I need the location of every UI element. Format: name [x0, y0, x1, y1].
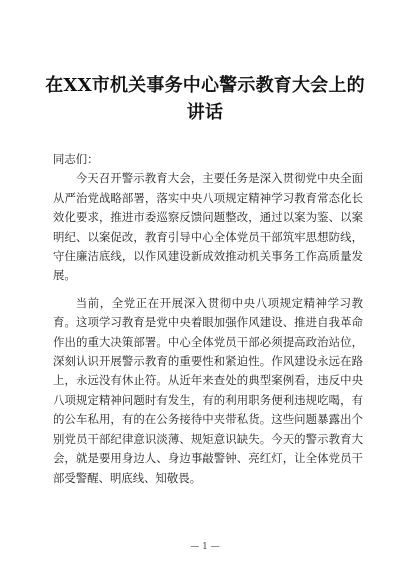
document-title: 在XX市机关事务中心警示教育大会上的讲话 — [45, 75, 365, 123]
paragraph-2: 当前，全党正在开展深入贯彻中央八项规定精神学习教育。这项学习教育是党中央着眼加强作风建设、推进自我革命作出的重大决策部署。中心全体党员干部必须提高政治站位，深刻认识开展警示教育的重要性和紧迫性。作风建设永远在路上，永远没有休止符。从近年来查处的典型案例看，违反中央八项规定精神问题时有发生，有的利用职务便利违规吃喝，有的公车私用，有的在公务接待中夹带私货。这些问题暴露出个别党员干部纪律意识淡薄、规矩意识缺失。今天的警示教育大会，就是要用身边人、身边事敲警钟、亮红灯，让全体党员干部受警醒、明底线、知敬畏。 — [53, 295, 363, 485]
paragraph-1: 今天召开警示教育大会，主要任务是深入贯彻党中央全面从严治党战略部署，落实中央八项规定精神学习教育常态化长效化要求，推进市委巡察反馈问题整改，通过以案为鉴、以案明纪、以案促改，教育引导中心全体党员干部筑牢思想防线，守住廉洁底线，以作风建设新成效推动机关事务工作高质量发展。 — [53, 171, 363, 283]
salutation: 同志们： — [53, 152, 99, 166]
page-number: — 1 — — [190, 542, 220, 552]
document-body — [53, 150, 363, 496]
